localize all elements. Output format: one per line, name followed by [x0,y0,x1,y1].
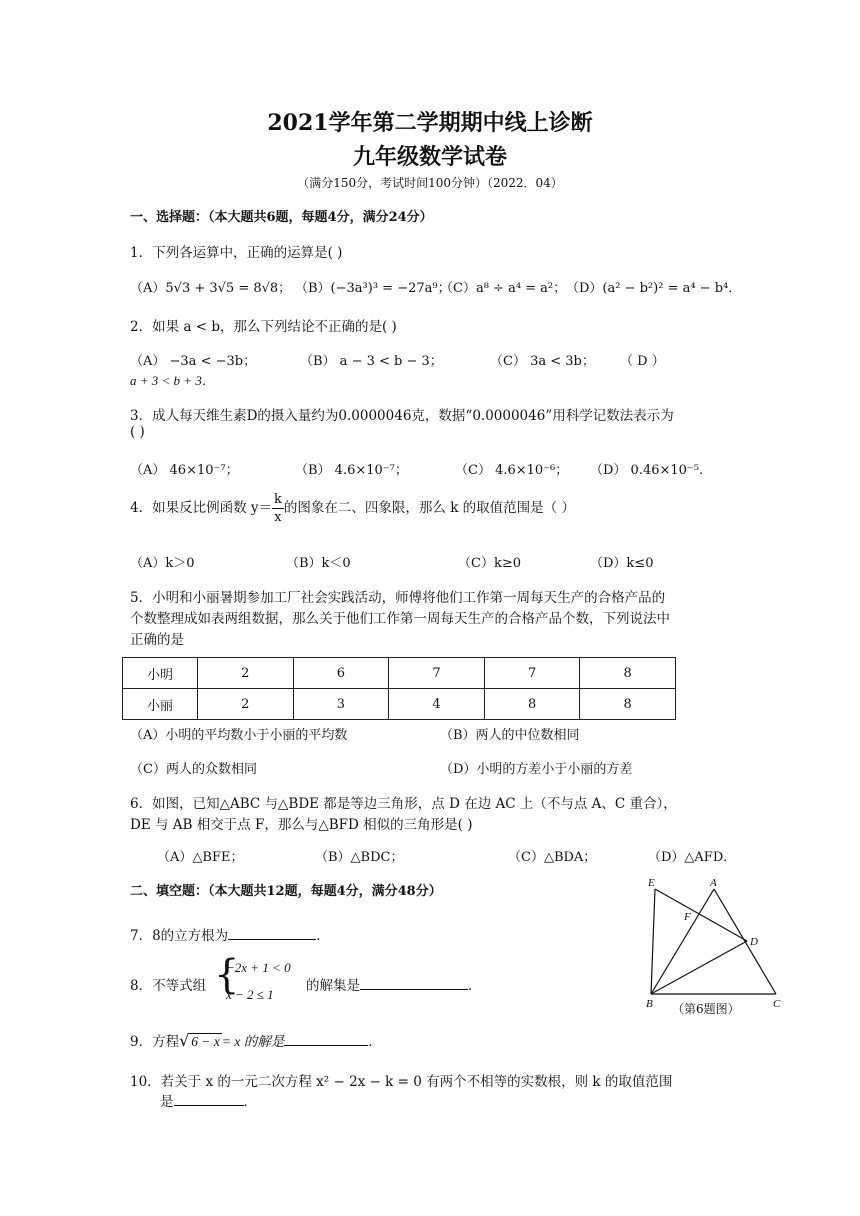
q3-option-b: （B） 4.6×10⁻⁷； [295,463,408,478]
q8-inequality-2: x − 2 ≤ 1 [226,987,274,1002]
q2-option-d-cont: a + 3 < b + 3． [130,373,215,388]
exam-meta: （满分150分，考试时间100分钟）（2022．04） [297,176,563,190]
label-B: B [646,998,653,1010]
q4-stem [130,493,575,524]
q6-option-d: （D）△AFD． [648,850,737,865]
q3-stem-cont: ( ) [130,424,145,440]
q7-text: 7．8的立方根为 [130,928,229,944]
q8-post: 的解集是 [306,978,360,994]
q8-pre: 8．不等式组 [130,978,207,994]
q4-option-d: （D）k≤0 [590,556,654,571]
q5-data-table [122,657,676,720]
q4-option-c: （C）k≥0 [458,556,521,571]
q8-answer-blank[interactable] [360,975,468,990]
q8-end: ． [468,978,482,994]
q5-line3: 正确的是 [130,632,184,648]
label-C: C [773,998,781,1010]
table-row [123,689,676,720]
q4-fraction-den: x [274,510,282,525]
q1-option-b: （B）(−3a³)³ = −27a⁹； [295,281,451,296]
q6-option-b: （B）△BDC； [315,850,404,865]
q9-post: = x 的解是 [221,1034,285,1049]
page-title: 2021学年第二学期期中线上诊断 [267,110,593,136]
table-cell: 8 [580,658,676,689]
table-cell: 7 [389,658,485,689]
q10-line1: 10．若关于 x 的一元二次方程 x² − 2x − k = 0 有两个不相等的实数根，则 k 的取值范围 [130,1074,673,1090]
table-cell: 小明 [123,658,198,689]
q8-inequality-1: −2x + 1 < 0 [226,960,291,975]
q6-line2: DE 与 AB 相交于点 F，那么与△BFD 相似的三角形是( ) [130,817,473,833]
q1-option-a: （A）5√3 + 3√5 = 8√8； [130,281,292,296]
q1-option-d: （D）(a² − b²)² = a⁴ − b⁴． [566,281,742,296]
q3-option-d: （D） 0.46×10⁻⁵. [590,463,704,478]
brace-icon: { [214,952,240,998]
q10-line2: 是 [160,1094,174,1110]
table-cell: 2 [198,689,294,720]
q2-option-a: （A） −3a < −3b； [130,354,257,369]
table-cell: 8 [580,689,676,720]
q7-item [130,924,330,944]
segment-EB [651,889,655,994]
segment-AC [714,889,776,994]
q9-end: ． [368,1034,382,1050]
table-cell: 6 [293,658,389,689]
q5-option-a: （A）小明的平均数小于小丽的平均数 [130,728,348,743]
q5-option-b: （B）两人的中位数相同 [440,728,580,743]
q8-tail [306,974,482,994]
label-F: F [684,911,691,923]
table-cell: 4 [389,689,485,720]
q2-option-b: （B） a − 3 < b − 3； [300,354,443,369]
q4-fraction [272,493,284,524]
q10-line2-wrap [160,1090,257,1110]
q5-line1: 5．小明和小丽暑期参加工厂社会实践活动，师傅将他们工作第一周每天生产的合格产品的 [130,590,666,606]
q4-option-b: （B）k＜0 [286,556,351,571]
q9-pre: 9．方程 [130,1034,180,1050]
q6-line1: 6．如图，已知△ABC 与△BDE 都是等边三角形，点 D 在边 AC 上（不与点 A、C 重合）， [130,796,677,812]
q4-stem-pre: 4．如果反比例函数 y＝ [130,500,273,516]
q7-answer-blank[interactable] [228,925,316,940]
q10-answer-blank[interactable] [174,1091,244,1106]
q3-option-c: （C） 4.6×10⁻⁶； [455,463,569,478]
table-cell: 小丽 [123,689,198,720]
section1-heading: 一、选择题：（本大题共6题，每题4分，满分24分） [130,210,433,225]
label-A: A [710,877,717,889]
q3-stem: 3．成人每天维生素D的摄入量约为0.0000046克，数据“0.0000046”用科学记数法表示为 [130,408,674,424]
table-row [123,658,676,689]
segment-BD [651,941,747,994]
table-cell: 8 [484,689,580,720]
q10-end: ． [243,1094,257,1110]
segment-ED [655,889,747,941]
q2-stem: 2．如果 a < b，那么下列结论不正确的是( ) [130,319,397,335]
table-cell: 2 [198,658,294,689]
q6-option-c: （C）△BDA； [508,850,597,865]
q3-option-a: （A） 46×10⁻⁷； [130,463,239,478]
q2-option-c: （C） 3a < 3b； [490,354,595,369]
q5-option-c: （C）两人的众数相同 [130,762,257,777]
section2-heading: 二、填空题：（本大题共12题，每题4分，满分48分） [130,884,442,899]
q9-radicand: 6 − x [191,1034,220,1049]
q5-option-d: （D）小明的方差小于小丽的方差 [440,762,633,777]
q6-option-a: （A）△BFE； [157,850,244,865]
table-cell: 3 [293,689,389,720]
q1-option-c: （C）a⁸ ÷ a⁴ = a²； [440,281,567,296]
table-cell: 7 [484,658,580,689]
q4-fraction-num: k [274,492,282,507]
q1-stem: 1．下列各运算中，正确的运算是( ) [130,245,343,261]
figure-caption: （第6题图） [672,1002,740,1016]
q9-item [130,1030,382,1050]
q5-line2: 个数整理成如表两组数据，那么关于他们工作第一周每天生产的合格产品个数，下列说法中 [130,611,670,627]
label-D: D [750,936,758,948]
q7-end: ． [316,928,330,944]
q4-option-a: （A）k＞0 [130,556,195,571]
q2-option-d: （ D ） [620,354,665,369]
q4-stem-post: 的图象在二、四象限，那么 k 的取值范围是（ ） [283,500,575,516]
page-subtitle: 九年级数学试卷 [352,144,507,170]
label-E: E [648,877,655,889]
q9-answer-blank[interactable] [284,1031,368,1046]
sqrt-icon: √ [179,1031,190,1050]
